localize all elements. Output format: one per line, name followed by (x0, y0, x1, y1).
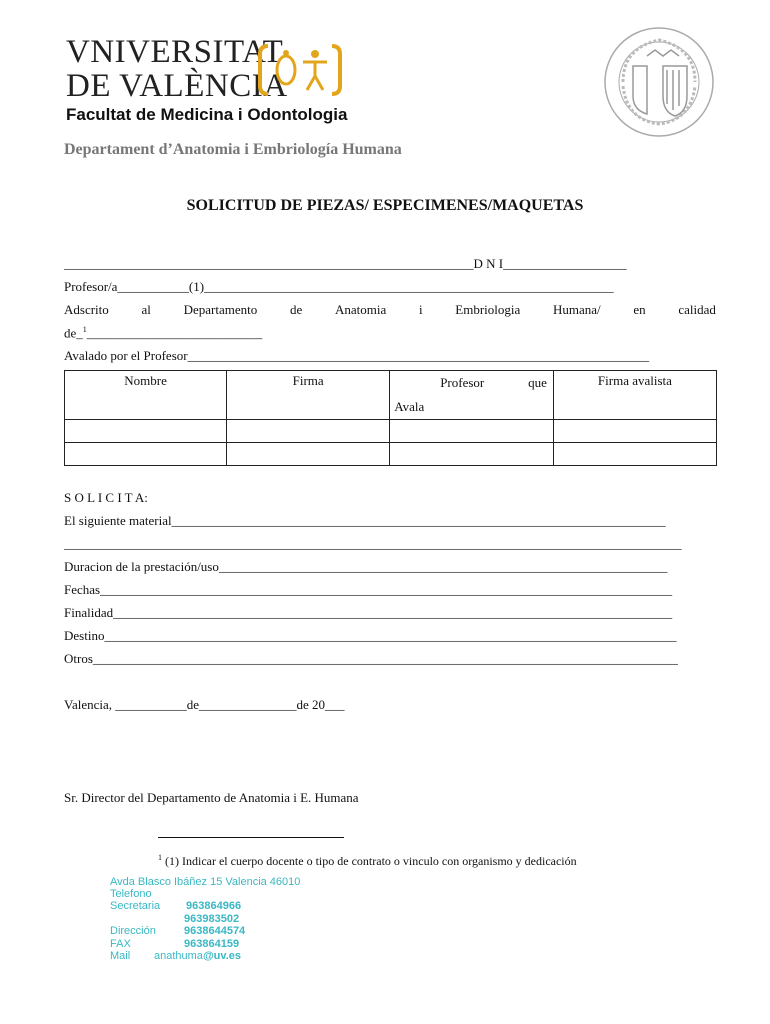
solicita-heading: S O L I C I T A: (64, 490, 148, 505)
date-line: Valencia, ___________de_______________de 20___ (64, 697, 345, 712)
university-seal-icon (603, 26, 715, 138)
addressee: Sr. Director del Departamento de Anatomia i E. Humana (64, 790, 359, 805)
duracion-line: Duracion de la prestación/uso_____________________________________________________________________ (64, 559, 668, 574)
table-cell[interactable] (553, 443, 716, 466)
adscrito-word: Anatomia (334, 302, 387, 317)
table-cell[interactable] (553, 420, 716, 443)
header-firma-avalista: Firma avalista (553, 371, 716, 420)
calidad-blank: ___________________________ (86, 325, 263, 341)
header-firma: Firma (227, 371, 390, 420)
header-profesor-avala (390, 371, 554, 420)
adscrito-word: Embriologia (455, 302, 521, 317)
adscrito-word: de (289, 302, 303, 317)
adscrito-word: calidad (678, 302, 716, 317)
table-header-row (65, 371, 717, 420)
faculty-name: Facultat de Medicina i Odontologia (66, 105, 348, 124)
calidad-line (64, 325, 262, 341)
adscrito-word: i (418, 302, 423, 317)
header-nombre: Nombre (65, 371, 227, 420)
contact-secretaria-label: Secretaria (110, 900, 161, 912)
header-avala: Avala (394, 399, 425, 414)
contact-fax-label: FAX (110, 938, 131, 950)
table-cell[interactable] (227, 443, 390, 466)
university-logo-line1: VNIVERSITAT (66, 34, 284, 70)
university-emblem-icon (258, 44, 342, 96)
adscrito-word: Adscrito (64, 302, 109, 317)
dni-line: _______________________________________________________________D N I___________________ (64, 256, 627, 271)
footnote-mark: 1 (158, 853, 162, 862)
footnote (158, 853, 577, 869)
otros-line: Otros__________________________________________________________________________________________ (64, 651, 678, 666)
table-cell[interactable] (65, 420, 227, 443)
avalado-line: Avalado por el Profesor_______________________________________________________________________ (64, 348, 650, 363)
table-row (65, 420, 717, 443)
calidad-prefix: de_ (64, 325, 83, 341)
contact-address: Avda Blasco Ibáñez 15 Valencia 46010 (110, 876, 301, 888)
department-title: Departament d’Anatomia i Embriología Humana (64, 141, 402, 158)
adscrito-word: en (633, 302, 646, 317)
table-cell[interactable] (65, 443, 227, 466)
contact-direccion-phone: 9638644574 (184, 925, 246, 937)
fechas-line: Fechas________________________________________________________________________________________ (64, 582, 673, 597)
contact-mail-link[interactable]: anathuma@uv.es (154, 950, 241, 962)
contact-telefono-label: Telefono (110, 888, 152, 900)
contact-secretaria-phone2: 963983502 (184, 913, 240, 925)
adscrito-word: Departamento (183, 302, 258, 317)
adscrito-word: al (141, 302, 151, 317)
header-que: que (528, 375, 547, 390)
material-line-2: _______________________________________________________________________________________________ (64, 536, 682, 551)
footnote-ref: 1 (82, 325, 87, 334)
finalidad-line: Finalidad______________________________________________________________________________________ (64, 605, 673, 620)
destino-line: Destino________________________________________________________________________________________ (64, 628, 677, 643)
avalista-table (64, 370, 717, 466)
contact-secretaria-phone1: 963864966 (186, 900, 242, 912)
table-cell[interactable] (390, 443, 554, 466)
table-row (65, 443, 717, 466)
material-line: El siguiente material____________________________________________________________________________ (64, 513, 666, 528)
footnote-divider (158, 837, 344, 838)
table-cell[interactable] (227, 420, 390, 443)
contact-mail-label: Mail (110, 950, 131, 962)
header-profesor: Profesor (440, 375, 485, 390)
university-logo-line2: DE VALÈNCIA (66, 68, 288, 104)
profesor-line: Profesor/a___________(1)_______________________________________________________________ (64, 279, 614, 294)
table-cell[interactable] (390, 420, 554, 443)
adscrito-word: Humana/ (553, 302, 601, 317)
adscrito-line (64, 302, 716, 318)
document-title: SOLICITUD DE PIEZAS/ ESPECIMENES/MAQUETAS (186, 197, 584, 214)
contact-direccion-label: Dirección (110, 925, 156, 937)
contact-fax-phone: 963864159 (184, 938, 240, 950)
footnote-text: (1) Indicar el cuerpo docente o tipo de contrato o vinculo con organismo y dedicación (165, 854, 577, 868)
